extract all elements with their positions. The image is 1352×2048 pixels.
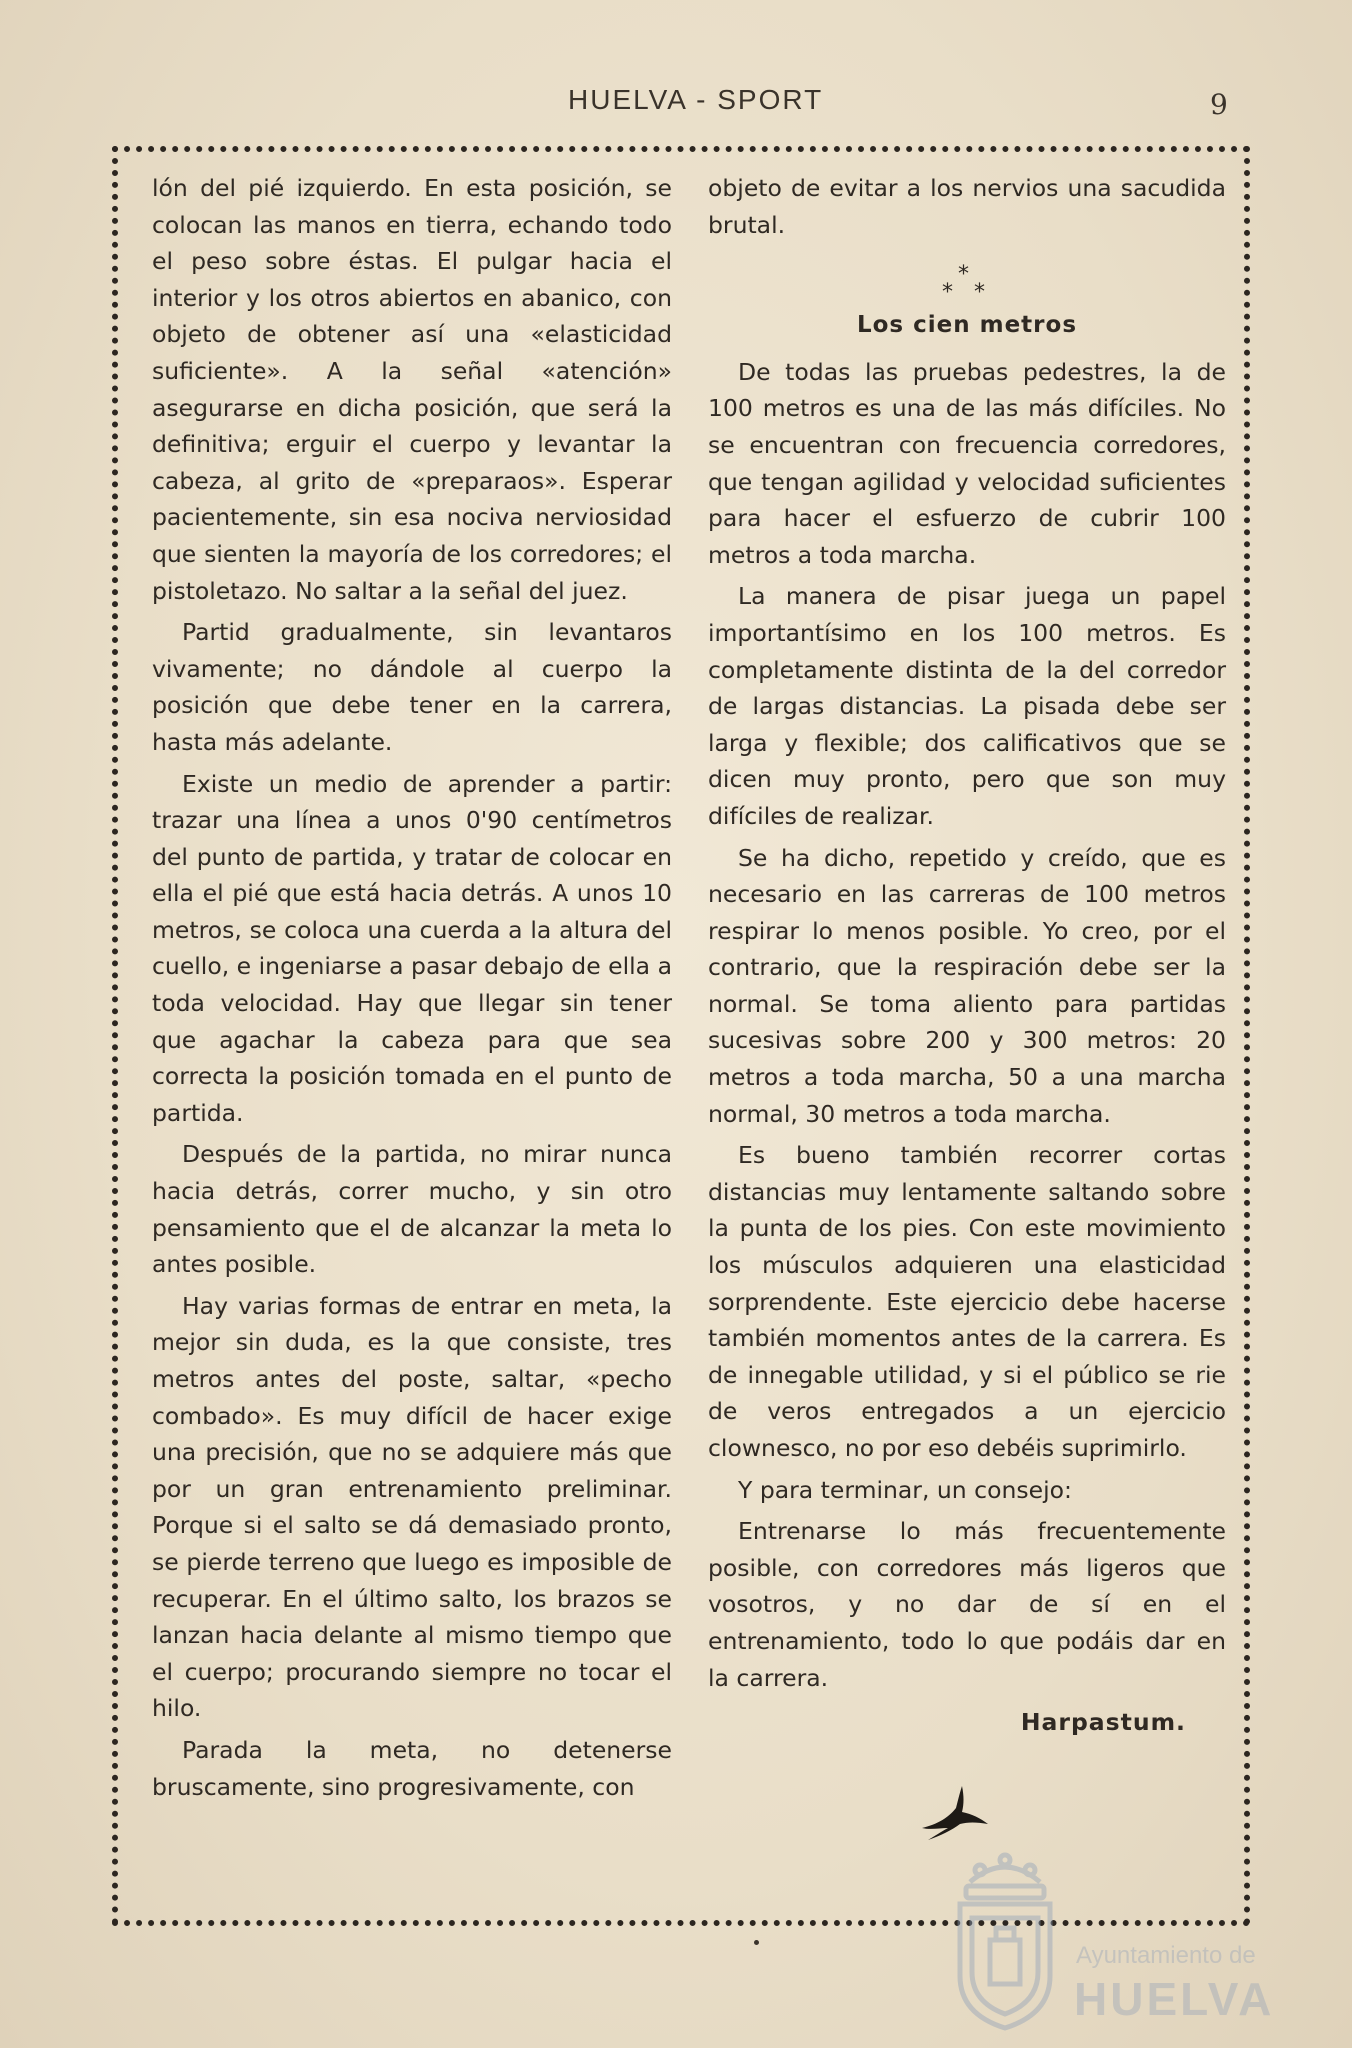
publication-title: HUELVA - SPORT (568, 84, 824, 115)
paragraph: Existe un medio de aprender a partir: trazar una línea a unos 0'90 centímetros del punto de partida, y tratar de colocar en ella el pié que está hacia detrás. A unos 10 metros, se coloca una cuerda a la altura del cuello, e ingeniarse a pasar debajo de ella a toda velocidad. Hay que llegar sin tener que agachar la cabeza para que sea correcta la posición tomada en el punto de partida. (152, 769, 672, 1127)
paragraph: Después de la partida, no mirar nunca hacia detrás, correr mucho, y sin otro pensamiento que el de alcanzar la meta lo antes posible. (152, 1140, 672, 1279)
star-glyph: * (942, 280, 953, 306)
page-number: 9 (1210, 88, 1228, 121)
paragraph: Hay varias formas de entrar en meta, la mejor sin duda, es la que consiste, tres metros antes del poste, saltar, «pecho combado». Es muy difícil de hacer exige una precisión, que no se adquiere más que por un gran entrenamiento preliminar. Porque si el salto se dá demasiado pronto, se pierde terreno que luego es imposible de recuperar. En el último salto, los brazos se lanzan hacia delante al mismo tiempo que el cuerpo; procurando siempre no tocar el hilo. (152, 1291, 672, 1723)
paragraph: Entrenarse lo más frecuentemente posible, con corredores más ligeros que vosotros, y no dar de sí en el entrenamiento, todo lo que podáis dar en la carrera. (708, 1517, 1226, 1692)
swallow-ornament-icon (918, 1784, 990, 1848)
watermark-text: Ayuntamiento de (1076, 1942, 1256, 1969)
author-signature: Harpastum. (1020, 1708, 1186, 1737)
paragraph: Parada la meta, no detenerse bruscamente, sino progresivamente, con (152, 1735, 672, 1801)
print-dot (754, 1940, 759, 1945)
paragraph: Se ha dicho, repetido y creído, que es necesario en las carreras de 100 metros respirar lo menos posible. Yo creo, por el contrario, que la respiración debe ser la normal. Se toma aliento para partidas sucesivas sobre 200 y 300 metros: 20 metros a toda marcha, 50 a una marcha normal, 30 metros a toda marcha. (708, 843, 1226, 1128)
paragraph: lón del pié izquierdo. En esta posición, se colocan las manos en tierra, echando todo el peso sobre éstas. El pulgar hacia el interior y los otros abiertos en abanico, con objeto de obtener así una «elasticidad suficiente». A la señal «atención» asegurarse en dicha posición, que será la definitiva; erguir el cuerpo y levantar la cabeza, al grito de «preparaos». Esperar pacientemente, sin esa nociva nerviosidad que sienten la mayoría de los corredores; el pistoletazo. No saltar a la señal del juez. (152, 174, 672, 605)
star-glyph: * (958, 262, 969, 288)
watermark-title: HUELVA (1074, 1973, 1275, 2025)
coat-of-arms-icon (940, 1848, 1070, 2038)
section-divider-stars (708, 261, 1226, 306)
municipal-watermark (940, 1848, 1280, 2038)
paragraph: Es bueno también recorrer cortas distancias muy lentamente saltando sobre la punta de los pies. Con este movimiento los músculos adquieren una elasticidad sorprendente. Este ejercicio debe hacerse también momentos antes de la carrera. Es de innegable utilidad, y si el público se rie de veros entregados a un ejercicio clownesco, no por eso debéis suprimirlo. (708, 1141, 1226, 1462)
left-column (152, 170, 672, 1810)
page-header (0, 84, 1352, 124)
right-column (708, 170, 1226, 1741)
paragraph: Y para terminar, un consejo: (738, 1475, 1072, 1504)
section-heading: Los cien metros (856, 312, 1078, 339)
paragraph: De todas las pruebas pedestres, la de 100 metros es una de las más difíciles. No se encuentran con frecuencia corredores, que tengan agilidad y velocidad suficientes para hacer el esfuerzo de cubrir 100 metros a toda marcha. (708, 357, 1226, 569)
paragraph: Partid gradualmente, sin levantaros vivamente; no dándole al cuerpo la posición que debe tener en la carrera, hasta más adelante. (152, 618, 672, 756)
star-glyph: * (974, 280, 985, 306)
paragraph: La manera de pisar juega un papel importantísimo en los 100 metros. Es completamente distinta de la del corredor de largas distancias. La pisada debe ser larga y flexible; dos calificativos que se dicen muy pronto, pero que son muy difíciles de realizar. (708, 582, 1226, 830)
paragraph: objeto de evitar a los nervios una sacudida brutal. (708, 174, 1226, 239)
